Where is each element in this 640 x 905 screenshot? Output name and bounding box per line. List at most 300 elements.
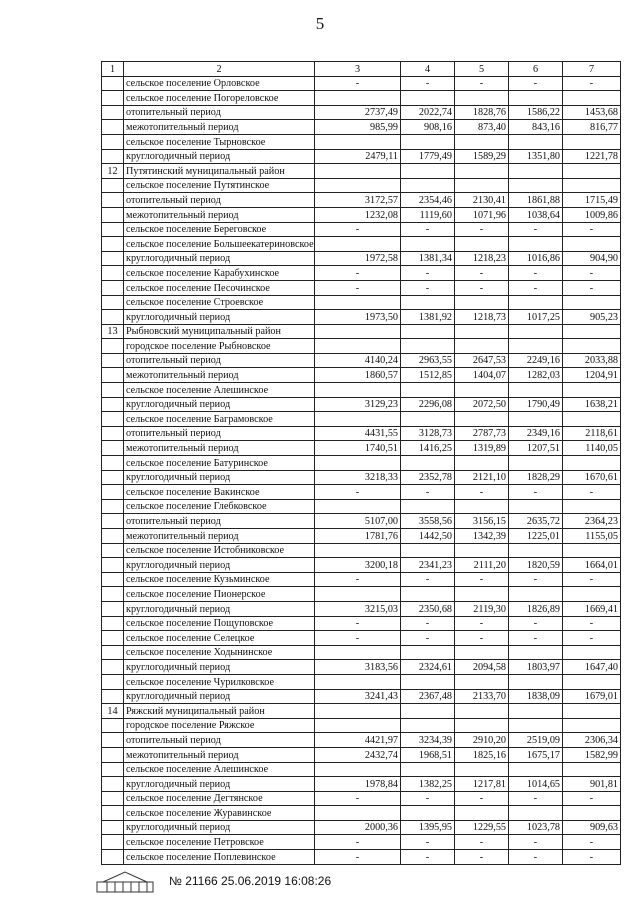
value-cell: 3234,39 (401, 733, 455, 748)
value-cell (455, 412, 509, 427)
value-cell: 909,63 (563, 820, 621, 835)
value-cell: - (563, 280, 621, 295)
table-row (102, 689, 621, 704)
value-cell (455, 499, 509, 514)
name-cell: отопительный период (124, 426, 315, 441)
name-cell: круглогодичный период (124, 689, 315, 704)
value-cell (401, 178, 455, 193)
row-number-cell (102, 266, 124, 281)
value-cell: - (401, 631, 455, 646)
row-number-cell (102, 339, 124, 354)
value-cell (401, 806, 455, 821)
value-cell: 1675,17 (509, 747, 563, 762)
value-cell: 1014,65 (509, 777, 563, 792)
value-cell: - (563, 616, 621, 631)
value-cell: - (509, 280, 563, 295)
value-cell (563, 762, 621, 777)
table-row (102, 251, 621, 266)
name-cell: сельское поселение Кузьминское (124, 572, 315, 587)
value-cell: - (455, 485, 509, 500)
table-row (102, 456, 621, 471)
row-number-cell (102, 178, 124, 193)
value-cell: - (455, 76, 509, 91)
value-cell (401, 499, 455, 514)
value-cell (563, 704, 621, 719)
row-number-cell (102, 485, 124, 500)
name-cell: сельское поселение Чурилковское (124, 674, 315, 689)
value-cell (563, 645, 621, 660)
value-cell (509, 645, 563, 660)
table-row (102, 149, 621, 164)
value-cell (509, 134, 563, 149)
value-cell (315, 762, 401, 777)
table-row (102, 91, 621, 106)
name-cell: сельское поселение Береговское (124, 222, 315, 237)
value-cell (509, 587, 563, 602)
value-cell (563, 339, 621, 354)
value-cell (509, 164, 563, 179)
table-row (102, 674, 621, 689)
row-number-cell (102, 820, 124, 835)
name-cell: круглогодичный период (124, 397, 315, 412)
row-number-cell (102, 222, 124, 237)
name-cell: круглогодичный период (124, 601, 315, 616)
value-cell (315, 806, 401, 821)
value-cell (509, 704, 563, 719)
value-cell: 4421,97 (315, 733, 401, 748)
table-row (102, 295, 621, 310)
value-cell: - (315, 485, 401, 500)
value-cell (509, 295, 563, 310)
row-number-cell (102, 616, 124, 631)
value-cell: 2094,58 (455, 660, 509, 675)
table-row (102, 850, 621, 865)
row-number-cell (102, 587, 124, 602)
value-cell: 843,16 (509, 120, 563, 135)
name-cell: городское поселение Ряжское (124, 718, 315, 733)
value-cell: 1828,76 (455, 105, 509, 120)
registration-stamp-text: № 21166 25.06.2019 16:08:26 (169, 874, 332, 888)
value-cell: 1968,51 (401, 747, 455, 762)
row-number-cell (102, 310, 124, 325)
value-cell: 2119,30 (455, 601, 509, 616)
value-cell (315, 587, 401, 602)
table-row (102, 76, 621, 91)
row-number-cell (102, 383, 124, 398)
value-cell (563, 295, 621, 310)
name-cell: отопительный период (124, 193, 315, 208)
value-cell (509, 456, 563, 471)
value-cell: 3183,56 (315, 660, 401, 675)
value-cell: 1582,99 (563, 747, 621, 762)
value-cell: - (509, 850, 563, 865)
value-cell: 1647,40 (563, 660, 621, 675)
table-row (102, 426, 621, 441)
table-row (102, 441, 621, 456)
value-cell: 1861,88 (509, 193, 563, 208)
value-cell: - (509, 631, 563, 646)
name-cell: межотопительный период (124, 441, 315, 456)
value-cell: - (315, 835, 401, 850)
value-cell: 3200,18 (315, 558, 401, 573)
value-cell: 1395,95 (401, 820, 455, 835)
row-number-cell (102, 747, 124, 762)
value-cell: - (509, 572, 563, 587)
name-cell: сельское поселение Дегтянское (124, 791, 315, 806)
value-cell (315, 134, 401, 149)
header-cell: 3 (315, 62, 401, 77)
value-cell: 3156,15 (455, 514, 509, 529)
value-cell (509, 762, 563, 777)
table-row (102, 222, 621, 237)
value-cell (563, 91, 621, 106)
row-number-cell: 14 (102, 704, 124, 719)
value-cell (315, 543, 401, 558)
name-cell: сельское поселение Орловское (124, 76, 315, 91)
value-cell: 2111,20 (455, 558, 509, 573)
value-cell: 3129,23 (315, 397, 401, 412)
value-cell: 1638,21 (563, 397, 621, 412)
table-row (102, 747, 621, 762)
row-number-cell (102, 120, 124, 135)
value-cell (563, 806, 621, 821)
value-cell: - (455, 572, 509, 587)
value-cell: - (315, 572, 401, 587)
value-cell: 985,99 (315, 120, 401, 135)
value-cell: - (563, 835, 621, 850)
value-cell: - (401, 266, 455, 281)
value-cell (563, 164, 621, 179)
row-number-cell (102, 237, 124, 252)
value-cell (315, 718, 401, 733)
name-cell: межотопительный период (124, 120, 315, 135)
value-cell: - (563, 222, 621, 237)
value-cell: 2963,55 (401, 353, 455, 368)
value-cell (401, 237, 455, 252)
table-row (102, 134, 621, 149)
value-cell: - (563, 572, 621, 587)
value-cell (401, 339, 455, 354)
value-cell: - (563, 266, 621, 281)
value-cell (455, 806, 509, 821)
value-cell: - (509, 76, 563, 91)
value-cell (455, 587, 509, 602)
row-number-cell (102, 514, 124, 529)
value-cell: 3128,73 (401, 426, 455, 441)
name-cell: городское поселение Рыбновское (124, 339, 315, 354)
value-cell: 1664,01 (563, 558, 621, 573)
name-cell: отопительный период (124, 353, 315, 368)
value-cell: 2324,61 (401, 660, 455, 675)
value-cell: 1016,86 (509, 251, 563, 266)
value-cell (563, 178, 621, 193)
row-number-cell (102, 660, 124, 675)
row-number-cell (102, 835, 124, 850)
value-cell: - (455, 835, 509, 850)
value-cell: 1009,86 (563, 207, 621, 222)
name-cell: круглогодичный период (124, 251, 315, 266)
name-cell: сельское поселение Истобниковское (124, 543, 315, 558)
row-number-cell (102, 368, 124, 383)
value-cell (455, 295, 509, 310)
table-row (102, 806, 621, 821)
value-cell: 1232,08 (315, 207, 401, 222)
value-cell (401, 91, 455, 106)
value-cell (401, 645, 455, 660)
row-number-cell (102, 456, 124, 471)
header-cell: 6 (509, 62, 563, 77)
name-cell: межотопительный период (124, 747, 315, 762)
table-row (102, 324, 621, 339)
value-cell: 2350,68 (401, 601, 455, 616)
value-cell: - (455, 850, 509, 865)
value-cell: 1825,16 (455, 747, 509, 762)
table-row (102, 601, 621, 616)
table-row (102, 310, 621, 325)
value-cell: 2737,49 (315, 105, 401, 120)
value-cell (401, 412, 455, 427)
value-cell: 2341,23 (401, 558, 455, 573)
value-cell (455, 91, 509, 106)
value-cell: - (563, 631, 621, 646)
value-cell: - (455, 222, 509, 237)
table-row (102, 572, 621, 587)
value-cell: - (401, 280, 455, 295)
name-cell: круглогодичный период (124, 660, 315, 675)
registry-stamp-icon (95, 868, 155, 894)
row-number-cell (102, 718, 124, 733)
value-cell: 2787,73 (455, 426, 509, 441)
row-number-cell (102, 76, 124, 91)
value-cell: - (315, 850, 401, 865)
value-cell: 2022,74 (401, 105, 455, 120)
value-cell: 2130,41 (455, 193, 509, 208)
value-cell: 2635,72 (509, 514, 563, 529)
value-cell: - (315, 631, 401, 646)
name-cell: сельское поселение Баграмовское (124, 412, 315, 427)
value-cell (401, 383, 455, 398)
value-cell (315, 412, 401, 427)
value-cell: 1803,97 (509, 660, 563, 675)
row-number-cell (102, 426, 124, 441)
value-cell (563, 674, 621, 689)
row-number-cell (102, 193, 124, 208)
value-cell (315, 383, 401, 398)
row-number-cell (102, 572, 124, 587)
value-cell: - (401, 835, 455, 850)
value-cell (455, 164, 509, 179)
name-cell: сельское поселение Вакинское (124, 485, 315, 500)
name-cell: отопительный период (124, 514, 315, 529)
value-cell (563, 134, 621, 149)
value-cell: - (401, 572, 455, 587)
value-cell: 1790,49 (509, 397, 563, 412)
value-cell: 1860,57 (315, 368, 401, 383)
table-row (102, 470, 621, 485)
table-row (102, 120, 621, 135)
value-cell: - (401, 222, 455, 237)
table-row (102, 207, 621, 222)
row-number-cell (102, 251, 124, 266)
value-cell (455, 718, 509, 733)
value-cell (401, 674, 455, 689)
value-cell: 1820,59 (509, 558, 563, 573)
value-cell: 1218,23 (455, 251, 509, 266)
row-number-cell (102, 645, 124, 660)
value-cell (401, 543, 455, 558)
value-cell: 3215,03 (315, 601, 401, 616)
value-cell (315, 178, 401, 193)
table-row (102, 164, 621, 179)
table-row (102, 529, 621, 544)
document-footer (95, 868, 331, 894)
value-cell: 2000,36 (315, 820, 401, 835)
name-cell: сельское поселение Ходынинское (124, 645, 315, 660)
row-number-cell (102, 558, 124, 573)
table-row (102, 266, 621, 281)
table-row (102, 485, 621, 500)
name-cell: отопительный период (124, 105, 315, 120)
value-cell: 1229,55 (455, 820, 509, 835)
table-row (102, 178, 621, 193)
name-cell: сельское поселение Алешинское (124, 383, 315, 398)
row-number-cell (102, 149, 124, 164)
value-cell: 2133,70 (455, 689, 509, 704)
value-cell (563, 237, 621, 252)
value-cell: 905,23 (563, 310, 621, 325)
row-number-cell (102, 806, 124, 821)
row-number-cell (102, 689, 124, 704)
value-cell: 2647,53 (455, 353, 509, 368)
table-row (102, 499, 621, 514)
value-cell (315, 674, 401, 689)
table-row (102, 514, 621, 529)
name-cell: сельское поселение Алешинское (124, 762, 315, 777)
value-cell: 1512,85 (401, 368, 455, 383)
table-row (102, 820, 621, 835)
table-row (102, 105, 621, 120)
value-cell: 3241,43 (315, 689, 401, 704)
row-number-cell (102, 631, 124, 646)
name-cell: сельское поселение Селецкое (124, 631, 315, 646)
table-row (102, 616, 621, 631)
value-cell: - (509, 616, 563, 631)
name-cell: сельское поселение Батуринское (124, 456, 315, 471)
value-cell: 1351,80 (509, 149, 563, 164)
table-row (102, 791, 621, 806)
value-cell (509, 543, 563, 558)
value-cell: 2349,16 (509, 426, 563, 441)
table-row (102, 237, 621, 252)
value-cell (455, 134, 509, 149)
value-cell: - (315, 76, 401, 91)
table-row (102, 558, 621, 573)
row-number-cell (102, 105, 124, 120)
value-cell (509, 806, 563, 821)
value-cell: 1586,22 (509, 105, 563, 120)
value-cell (455, 178, 509, 193)
value-cell: 1038,64 (509, 207, 563, 222)
row-number-cell (102, 762, 124, 777)
value-cell: 4431,55 (315, 426, 401, 441)
value-cell: - (315, 280, 401, 295)
value-cell: - (401, 791, 455, 806)
value-cell (315, 91, 401, 106)
value-cell: 4140,24 (315, 353, 401, 368)
value-cell: - (509, 222, 563, 237)
value-cell: 908,16 (401, 120, 455, 135)
table-row (102, 543, 621, 558)
name-cell: межотопительный период (124, 207, 315, 222)
name-cell: сельское поселение Песочинское (124, 280, 315, 295)
value-cell (509, 237, 563, 252)
value-cell: 1781,76 (315, 529, 401, 544)
value-cell: - (563, 485, 621, 500)
value-cell: 1740,51 (315, 441, 401, 456)
table-row (102, 383, 621, 398)
value-cell: - (455, 791, 509, 806)
value-cell: - (401, 485, 455, 500)
value-cell (315, 339, 401, 354)
value-cell: - (563, 850, 621, 865)
name-cell: Рыбновский муниципальный район (124, 324, 315, 339)
row-number-cell (102, 791, 124, 806)
value-cell: - (563, 76, 621, 91)
row-number-cell (102, 441, 124, 456)
value-cell (455, 456, 509, 471)
value-cell: 1217,81 (455, 777, 509, 792)
row-number-cell (102, 674, 124, 689)
value-cell: 1017,25 (509, 310, 563, 325)
value-cell (401, 718, 455, 733)
table-row (102, 368, 621, 383)
name-cell: сельское поселение Путятинское (124, 178, 315, 193)
value-cell (563, 383, 621, 398)
name-cell: сельское поселение Глебковское (124, 499, 315, 514)
row-number-cell (102, 91, 124, 106)
value-cell: - (509, 835, 563, 850)
value-cell (455, 762, 509, 777)
value-cell: 2479,11 (315, 149, 401, 164)
table-row (102, 353, 621, 368)
value-cell: - (315, 616, 401, 631)
value-cell: 1670,61 (563, 470, 621, 485)
table-row (102, 339, 621, 354)
value-cell (509, 324, 563, 339)
value-cell (455, 324, 509, 339)
name-cell: сельское поселение Строевское (124, 295, 315, 310)
value-cell (401, 324, 455, 339)
value-cell: 1404,07 (455, 368, 509, 383)
header-cell: 2 (124, 62, 315, 77)
value-cell: - (455, 280, 509, 295)
value-cell (509, 674, 563, 689)
row-number-cell (102, 470, 124, 485)
row-number-cell (102, 397, 124, 412)
row-number-cell (102, 280, 124, 295)
value-cell: 1382,25 (401, 777, 455, 792)
value-cell (401, 295, 455, 310)
value-cell (401, 134, 455, 149)
value-cell: - (315, 266, 401, 281)
value-cell (315, 237, 401, 252)
value-cell: 2249,16 (509, 353, 563, 368)
row-number-cell (102, 733, 124, 748)
header-cell: 1 (102, 62, 124, 77)
value-cell (563, 499, 621, 514)
value-cell (509, 339, 563, 354)
value-cell: 3172,57 (315, 193, 401, 208)
